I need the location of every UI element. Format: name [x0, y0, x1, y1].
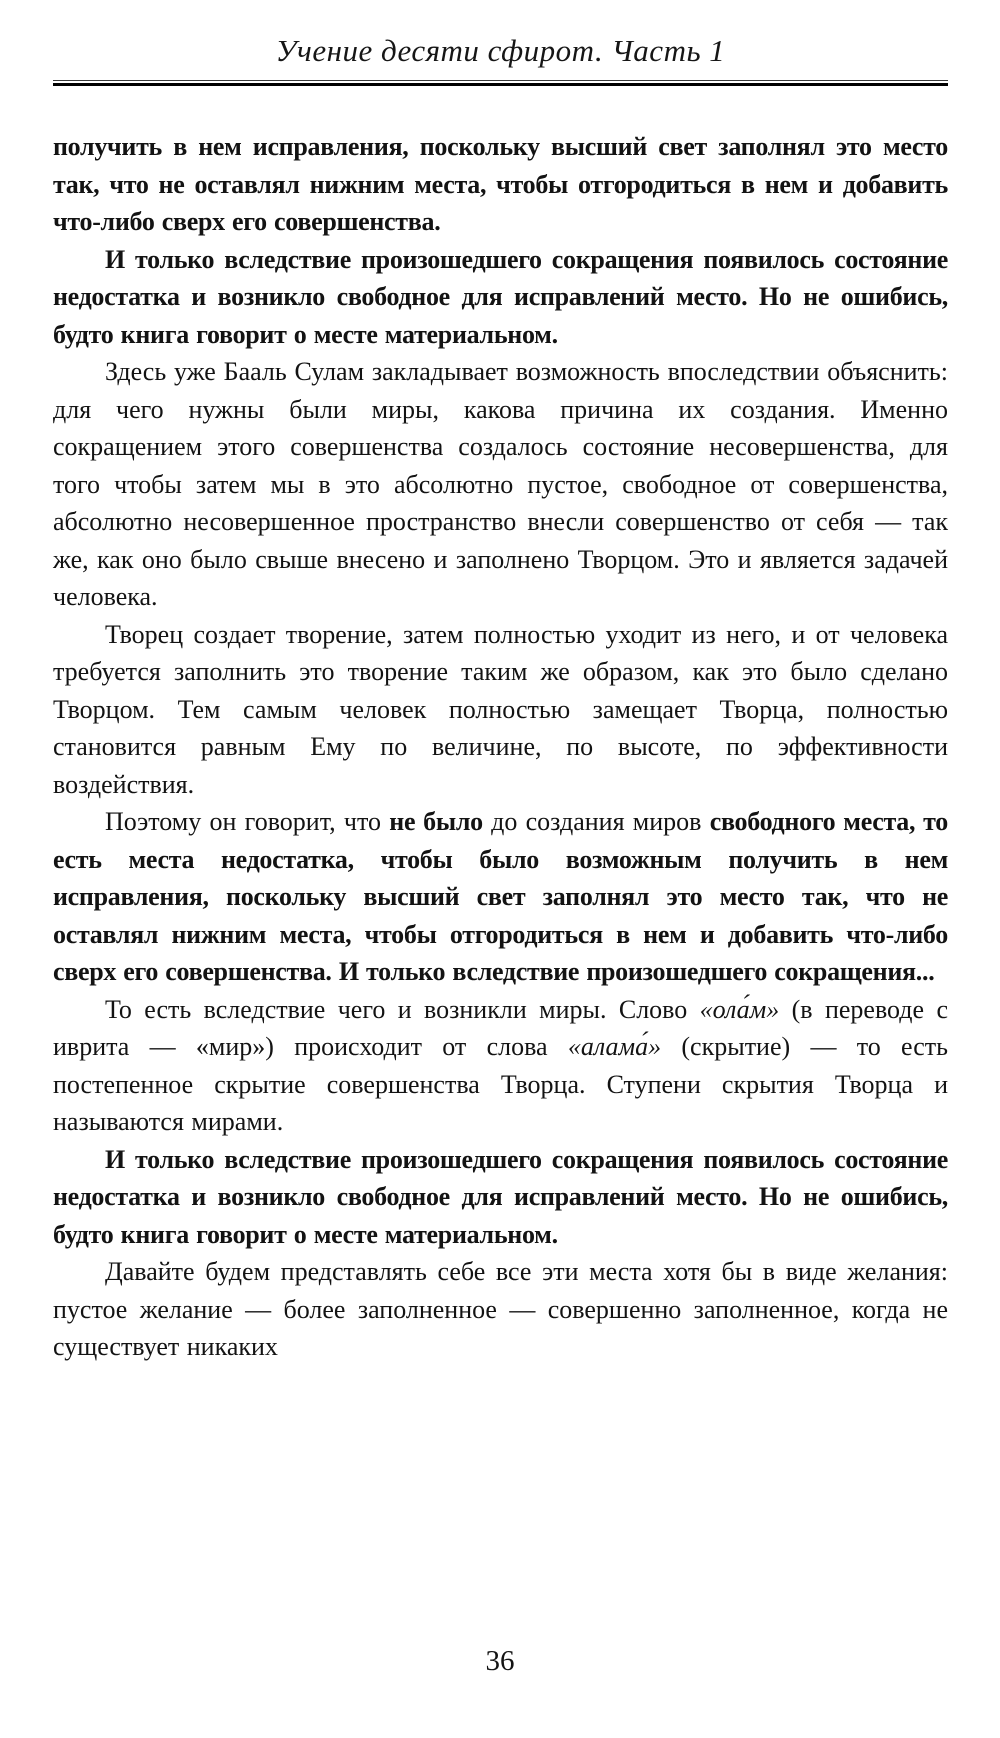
- text-run-regular: То есть вследствие чего и возникли миры. Слово: [105, 994, 700, 1024]
- paragraph: [53, 1141, 948, 1254]
- text-run-regular: Здесь уже Бааль Сулам закладывает возможность впоследствии объяснить: для чего нужны были миры, какова причина их создания. Именно сокращением этого совершенства создалось состояние несовершенства, для того чтобы затем мы в это абсолютно пустое, свободное от совершенства, абсолютно несовершенное пространство внесли совершенство от себя — так же, как оно было свыше внесено и заполнено Творцом. Это и является задачей человека.: [53, 357, 948, 611]
- text-run-bold: И только вследствие произошедшего сокращения появилось состояние недостатка и возникло свободное для исправлений место. Но не ошибись, будто книга говорит о месте материальном.: [53, 244, 948, 349]
- text-run-bold: получить в нем исправления, поскольку высший свет заполнял это место так, что не оставлял нижним места, чтобы отгородиться в нем и добавить что-либо сверх его совершенства.: [53, 132, 948, 236]
- text-run-regular: (скрытие) — то есть постепенное скрытие совершенства Творца. Ступени скрытия Творца и называются мирами.: [53, 1032, 948, 1136]
- text-run-regular: Поэтому он говорит, что: [105, 807, 390, 836]
- text-run-regular: до создания миров: [482, 807, 710, 836]
- text-run-bold: И только вследствие произошедшего сокращения появилось состояние недостатка и возникло свободное для исправлений место. Но не ошибись, будто книга говорит о месте материальном.: [53, 1144, 948, 1249]
- text-run-italic: «алама́»: [567, 1032, 662, 1061]
- page-footer: [0, 1645, 1000, 1678]
- running-header-title: Учение десяти сфирот. Часть 1: [275, 33, 726, 68]
- text-run-bold: свободного места, то есть места недостатка, чтобы было возможным получить в нем исправления, поскольку высший свет заполнял это место так, что не оставлял нижним места, чтобы отгородиться в нем и добавить что-либо сверх его совершенства. И только вследствие произошедшего сокращения...: [53, 807, 948, 986]
- paragraph: [53, 353, 948, 616]
- paragraph: [53, 991, 948, 1141]
- page-number: 36: [485, 1645, 515, 1677]
- paragraph: [53, 803, 948, 991]
- text-run-italic: «ола́м»: [699, 994, 780, 1024]
- text-run-regular: Творец создает творение, затем полностью уходит из него, и от человека требуется заполнить это творение таким же образом, как это было сделано Творцом. Тем самым человек полностью замещает Творца, полностью становится равным Ему по величине, по высоте, по эффективности воздействия.: [53, 619, 948, 799]
- paragraph: [53, 128, 948, 241]
- paragraph: [53, 1253, 948, 1366]
- text-run-bold: не было: [389, 807, 483, 836]
- paragraph: [53, 241, 948, 354]
- header-double-rule: [53, 80, 948, 86]
- text-run-regular: (в переводе с иврита — «мир») происходит от слова: [53, 994, 948, 1061]
- text-block: [53, 128, 948, 1366]
- paragraph: [53, 616, 948, 804]
- text-run-regular: Давайте будем представлять себе все эти места хотя бы в виде желания: пустое желание — более заполненное — совершенно заполненное, когда не существует никаких: [53, 1257, 948, 1361]
